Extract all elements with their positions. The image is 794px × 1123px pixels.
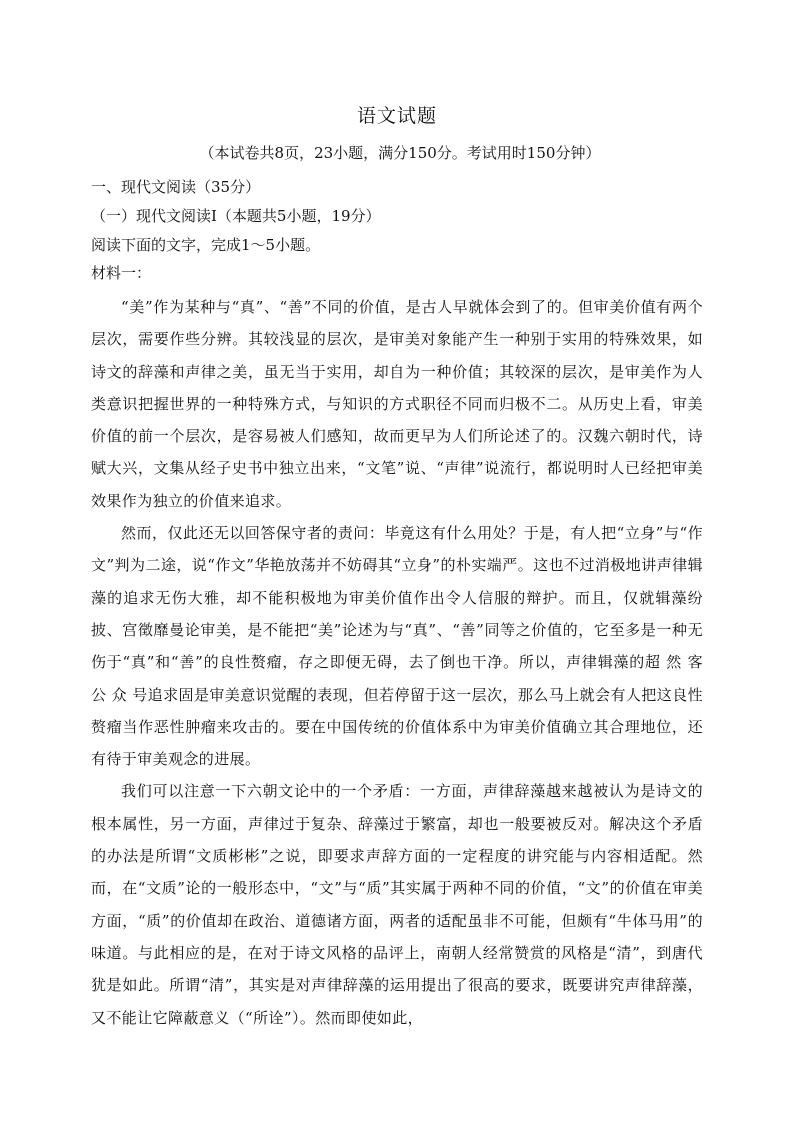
exam-subtitle: （本试卷共8页，23小题，满分150分。考试用时150分钟） bbox=[199, 144, 601, 162]
passage-paragraph-3: 我们可以注意一下六朝文论中的一个矛盾：一方面，声律辞藻越来越被认为是诗文的根本属性，另一方面，声律过于复杂、辞藻过于繁富，却也一般要被反对。解决这个矛盾的办法是所谓“文质彬彬”之说，即要求声辞方面的一定程度的讲究能与内容相适配。然而，在“文质”论的一般形态中，“文”与“质”其实属于两种不同的价值，“文”的价值在审美方面，“质”的价值却在政治、道德诸方面，两者的适配虽非不可能，但颇有“牛体马用”的味道。与此相应的是，在对于诗文风格的品评上，南朝人经常赞赏的风格是“清”，到唐代犹是如此。所谓“清”，其实是对声律辞藻的运用提出了很高的要求，既要讲究声律辞藻，又不能让它障蔽意义（“所诠”）。然而即使如此， bbox=[91, 782, 703, 1027]
passage-paragraph-2: 然而，仅此还无以回答保守者的责问：毕竟这有什么用处？于是，有人把“立身”与“作文”判为二途，说“作文”华艳放荡并不妨碍其“立身”的朴实端严。这也不过消极地讲声律辑藻的追求无伤大雅，却不能积极地为审美价值作出令人信服的辩护。而且，仅就辑藻纷披、宫徵靡曼论审美，是不能把“美”论述为与“真”、“善”同等之价值的，它至多是一种无伤于“真”和“善”的良性赘瘤，存之即便无碍，去了倒也干净。所以，声律辑藻的超 然 客 公 众 号追求固是审美意识觉醒的表现，但若停留于这一层次，那么马上就会有人把这良性赘瘤当作恶性肿瘤来攻击的。要在中国传统的价值体系中为审美价值确立其合理地位，还有待于审美观念的进展。 bbox=[91, 524, 703, 769]
passage-body bbox=[91, 291, 703, 1034]
passage-paragraph-1: “美”作为某种与“真”、“善”不同的价值，是古人早就体会到了的。但审美价值有两个层次，需要作些分辨。其较浅显的层次，是审美对象能产生一种别于实用的特殊效果，如诗文的辞藻和声律之美，虽无当于实用，却自为一种价值；其较深的层次，是审美作为人类意识把握世界的一种特殊方式，与知识的方式职径不同而归极不二。从历史上看，审美价值的前一个层次，是容易被人们感知，故而更早为人们所论述了的。汉魏六朝时代，诗赋大兴，文集从经子史书中独立出来，“文笔”说、“声律”说流行，都说明时人已经把审美效果作为独立的价值来追求。 bbox=[91, 298, 703, 510]
section-heading: 一、现代文阅读（35分） bbox=[91, 178, 261, 196]
exam-title: 语文试题 bbox=[356, 105, 437, 127]
reading-instruction: 阅读下面的文字，完成1～5小题。 bbox=[91, 236, 321, 254]
subsection-heading: （一）现代文阅读Ⅰ（本题共5小题，19分） bbox=[91, 207, 381, 225]
material-label: 材料一： bbox=[91, 264, 152, 282]
